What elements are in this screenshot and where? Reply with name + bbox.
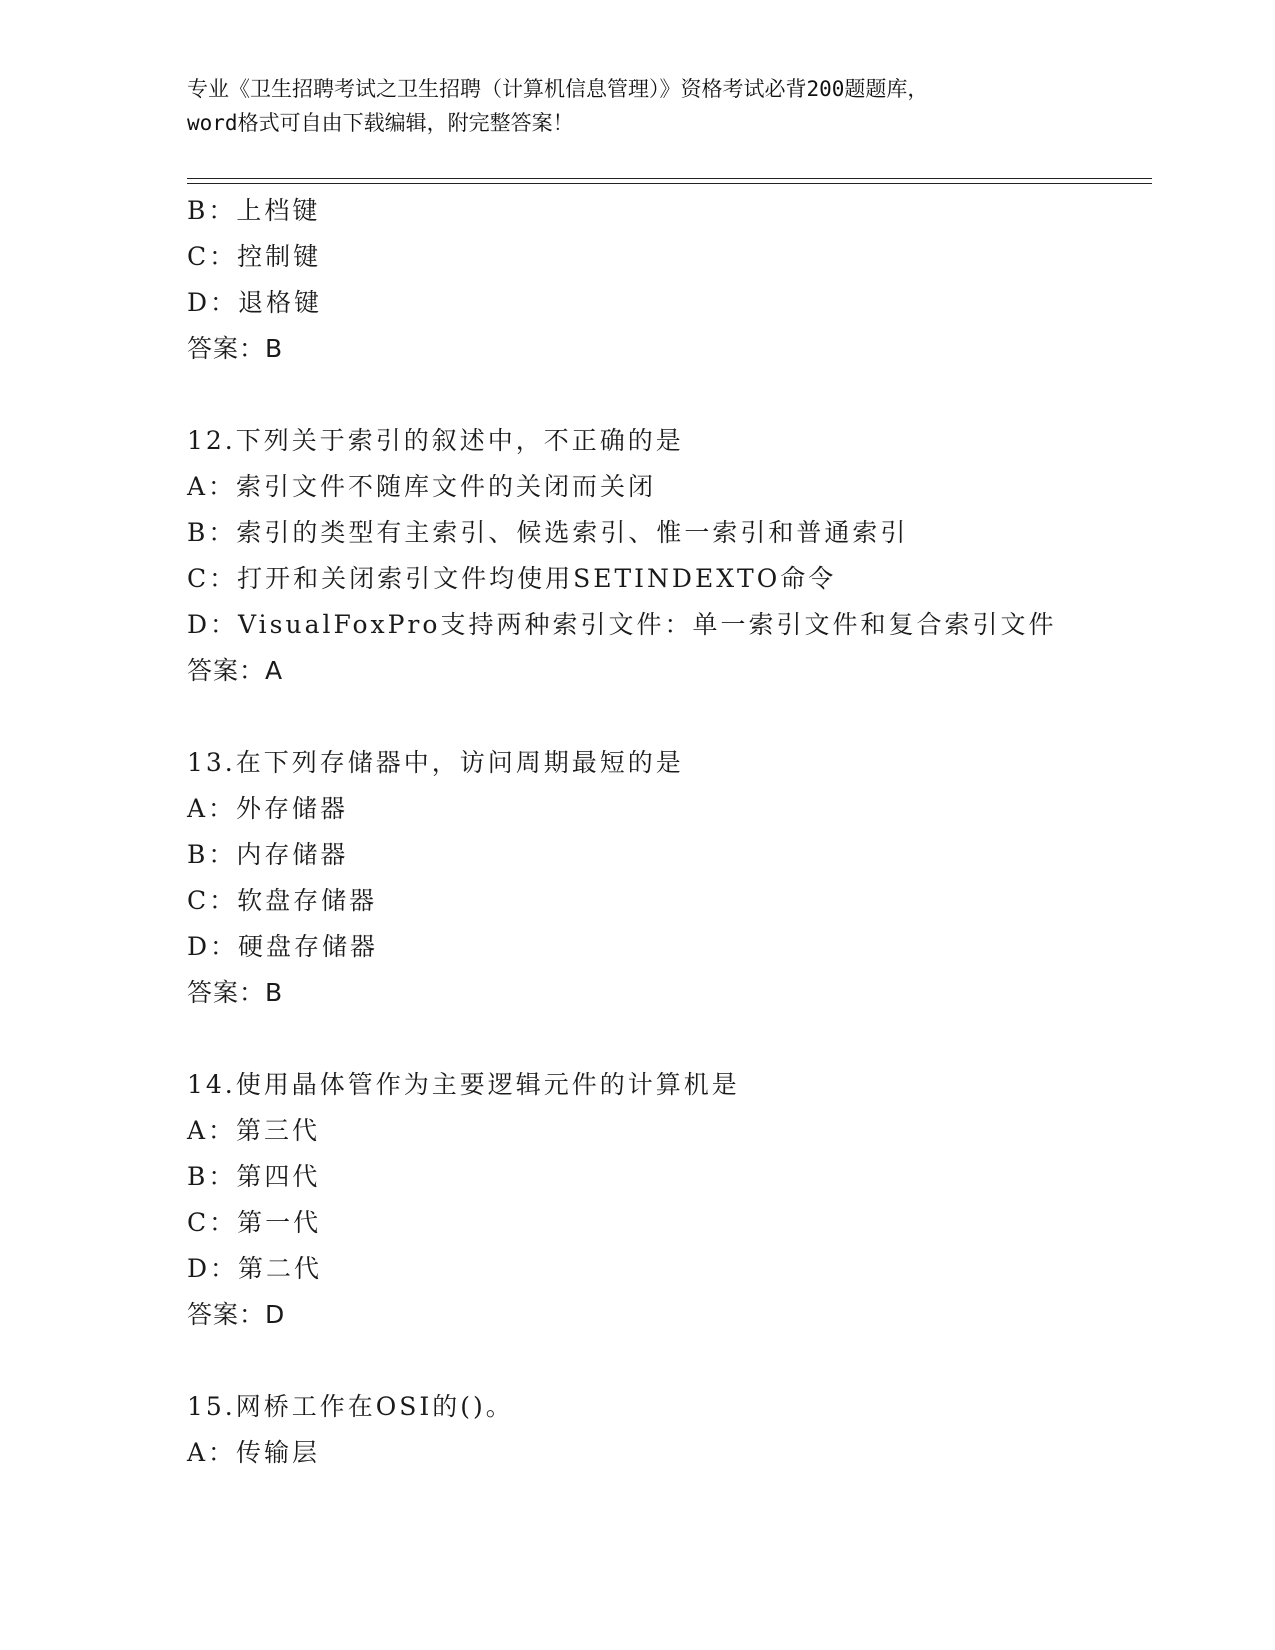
- question-list: [187, 188, 1147, 1476]
- answer-line: 答案：A: [187, 656, 284, 685]
- option-c: C：软盘存储器: [187, 886, 378, 915]
- option-b: B：第四代: [187, 1162, 321, 1191]
- spacer: [187, 1338, 1147, 1384]
- option-b: B：上档键: [187, 196, 321, 225]
- spacer: [187, 372, 1147, 418]
- question-12: [187, 418, 1147, 694]
- question-stem: 15.网桥工作在OSI的()。: [187, 1392, 514, 1421]
- option-b: B：内存储器: [187, 840, 349, 869]
- option-c: C：控制键: [187, 242, 322, 271]
- answer-line: 答案：B: [187, 978, 284, 1007]
- question-11-continued: [187, 188, 1147, 372]
- header-divider-bottom: [187, 183, 1152, 184]
- option-d: D：退格键: [187, 288, 323, 317]
- option-d: D：硬盘存储器: [187, 932, 379, 961]
- question-stem: 13.在下列存储器中，访问周期最短的是: [187, 748, 684, 777]
- option-a: A：传输层: [187, 1438, 321, 1467]
- option-c: C：打开和关闭索引文件均使用SETINDEXTO命令: [187, 564, 837, 593]
- option-d: D：第二代: [187, 1254, 323, 1283]
- header-line-1: 专业《卫生招聘考试之卫生招聘（计算机信息管理）》资格考试必背200题题库，: [187, 77, 929, 101]
- header-line-2: word格式可自由下载编辑，附完整答案！: [187, 111, 574, 135]
- question-stem: 12.下列关于索引的叙述中，不正确的是: [187, 426, 684, 455]
- spacer: [187, 694, 1147, 740]
- question-stem: 14.使用晶体管作为主要逻辑元件的计算机是: [187, 1070, 740, 1099]
- question-13: [187, 740, 1147, 1016]
- document-header: [187, 72, 1087, 140]
- answer-line: 答案：B: [187, 334, 284, 363]
- option-c: C：第一代: [187, 1208, 322, 1237]
- header-divider-top: [187, 178, 1152, 179]
- answer-line: 答案：D: [187, 1300, 286, 1329]
- option-a: A：第三代: [187, 1116, 321, 1145]
- question-14: [187, 1062, 1147, 1338]
- option-b: B：索引的类型有主索引、候选索引、惟一索引和普通索引: [187, 518, 909, 547]
- option-a: A：索引文件不随库文件的关闭而关闭: [187, 472, 657, 501]
- option-d: D：VisualFoxPro支持两种索引文件：单一索引文件和复合索引文件: [187, 610, 1057, 639]
- question-15: [187, 1384, 1147, 1476]
- option-a: A：外存储器: [187, 794, 349, 823]
- spacer: [187, 1016, 1147, 1062]
